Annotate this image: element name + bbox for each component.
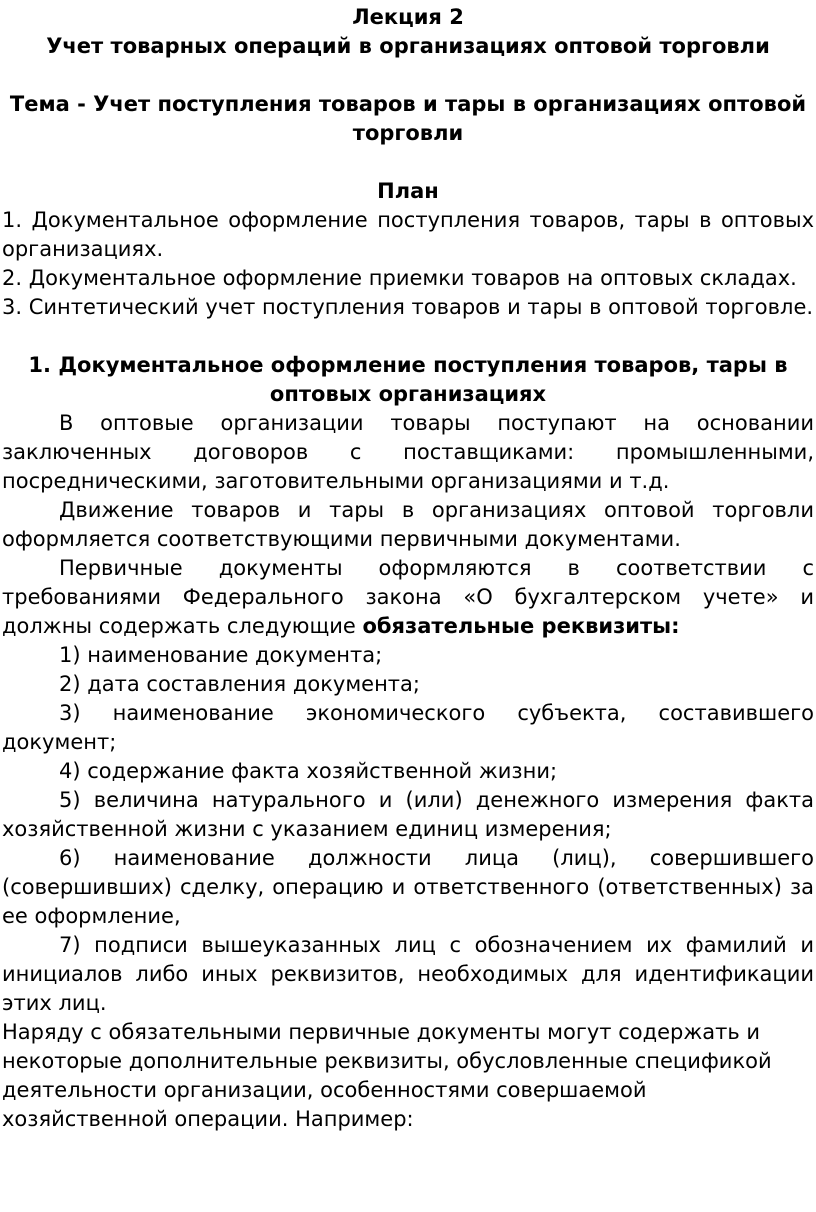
paragraph-2: Движение товаров и тары в организациях оптовой торговли оформляется соответствующими первичными документами. [2,498,814,551]
paragraph-1: В оптовые организации товары поступают на основании заключенных договоров с поставщиками: промышленными, посредническими, заготовительными организациями и т.д. [2,411,814,493]
plan-heading: План [377,179,439,203]
requisite-item-4: 4) содержание факта хозяйственной жизни; [59,759,558,783]
requisite-item-1: 1) наименование документа; [59,643,383,667]
requisite-item-3: 3) наименование экономического субъекта, составившего документ; [2,701,814,754]
plan-item-3: 3. Синтетический учет поступления товаров и тары в оптовой торговле. [2,295,814,319]
paragraph-3 [2,554,814,641]
spacer [2,61,814,90]
plan-item-2: 2. Документальное оформление приемки товаров на оптовых складах. [2,266,797,290]
lecture-number: Лекция 2 [352,5,464,29]
lecture-title: Учет товарных операций в организациях оптовой торговли [46,34,770,58]
spacer [2,322,814,351]
lecture-topic: Тема - Учет поступления товаров и тары в организациях оптовой торговли [9,92,807,145]
closing-paragraph: Наряду с обязательными первичные документы могут содержать и некоторые дополнительные реквизиты, обусловленные спецификой деятельности организации, особенностями совершаемой хозяйственной операции. Например: [2,1020,772,1131]
paragraph-3-text: Первичные документы оформляются в соответствии с требованиями Федерального закона «О бухгалтерском учете» и должны содержать следующие [2,556,814,638]
plan-item-1: 1. Документальное оформление поступления товаров, тары в оптовых организациях. [2,208,814,261]
required-requisites-label: обязательные реквизиты: [362,614,680,638]
requisite-item-2: 2) дата составления документа; [59,672,420,696]
requisite-item-7: 7) подписи вышеуказанных лиц с обозначением их фамилий и инициалов либо иных реквизитов, необходимых для идентификации этих лиц. [2,933,814,1015]
requisite-item-6: 6) наименование должности лица (лиц), совершившего (совершивших) сделку, операцию и ответственного (ответственных) за ее оформление, [2,846,814,928]
section-heading: 1. Документальное оформление поступления товаров, тары в оптовых организациях [28,353,788,406]
requisite-item-5: 5) величина натурального и (или) денежного измерения факта хозяйственной жизни с указанием единиц измерения; [2,788,814,841]
spacer [2,148,814,177]
